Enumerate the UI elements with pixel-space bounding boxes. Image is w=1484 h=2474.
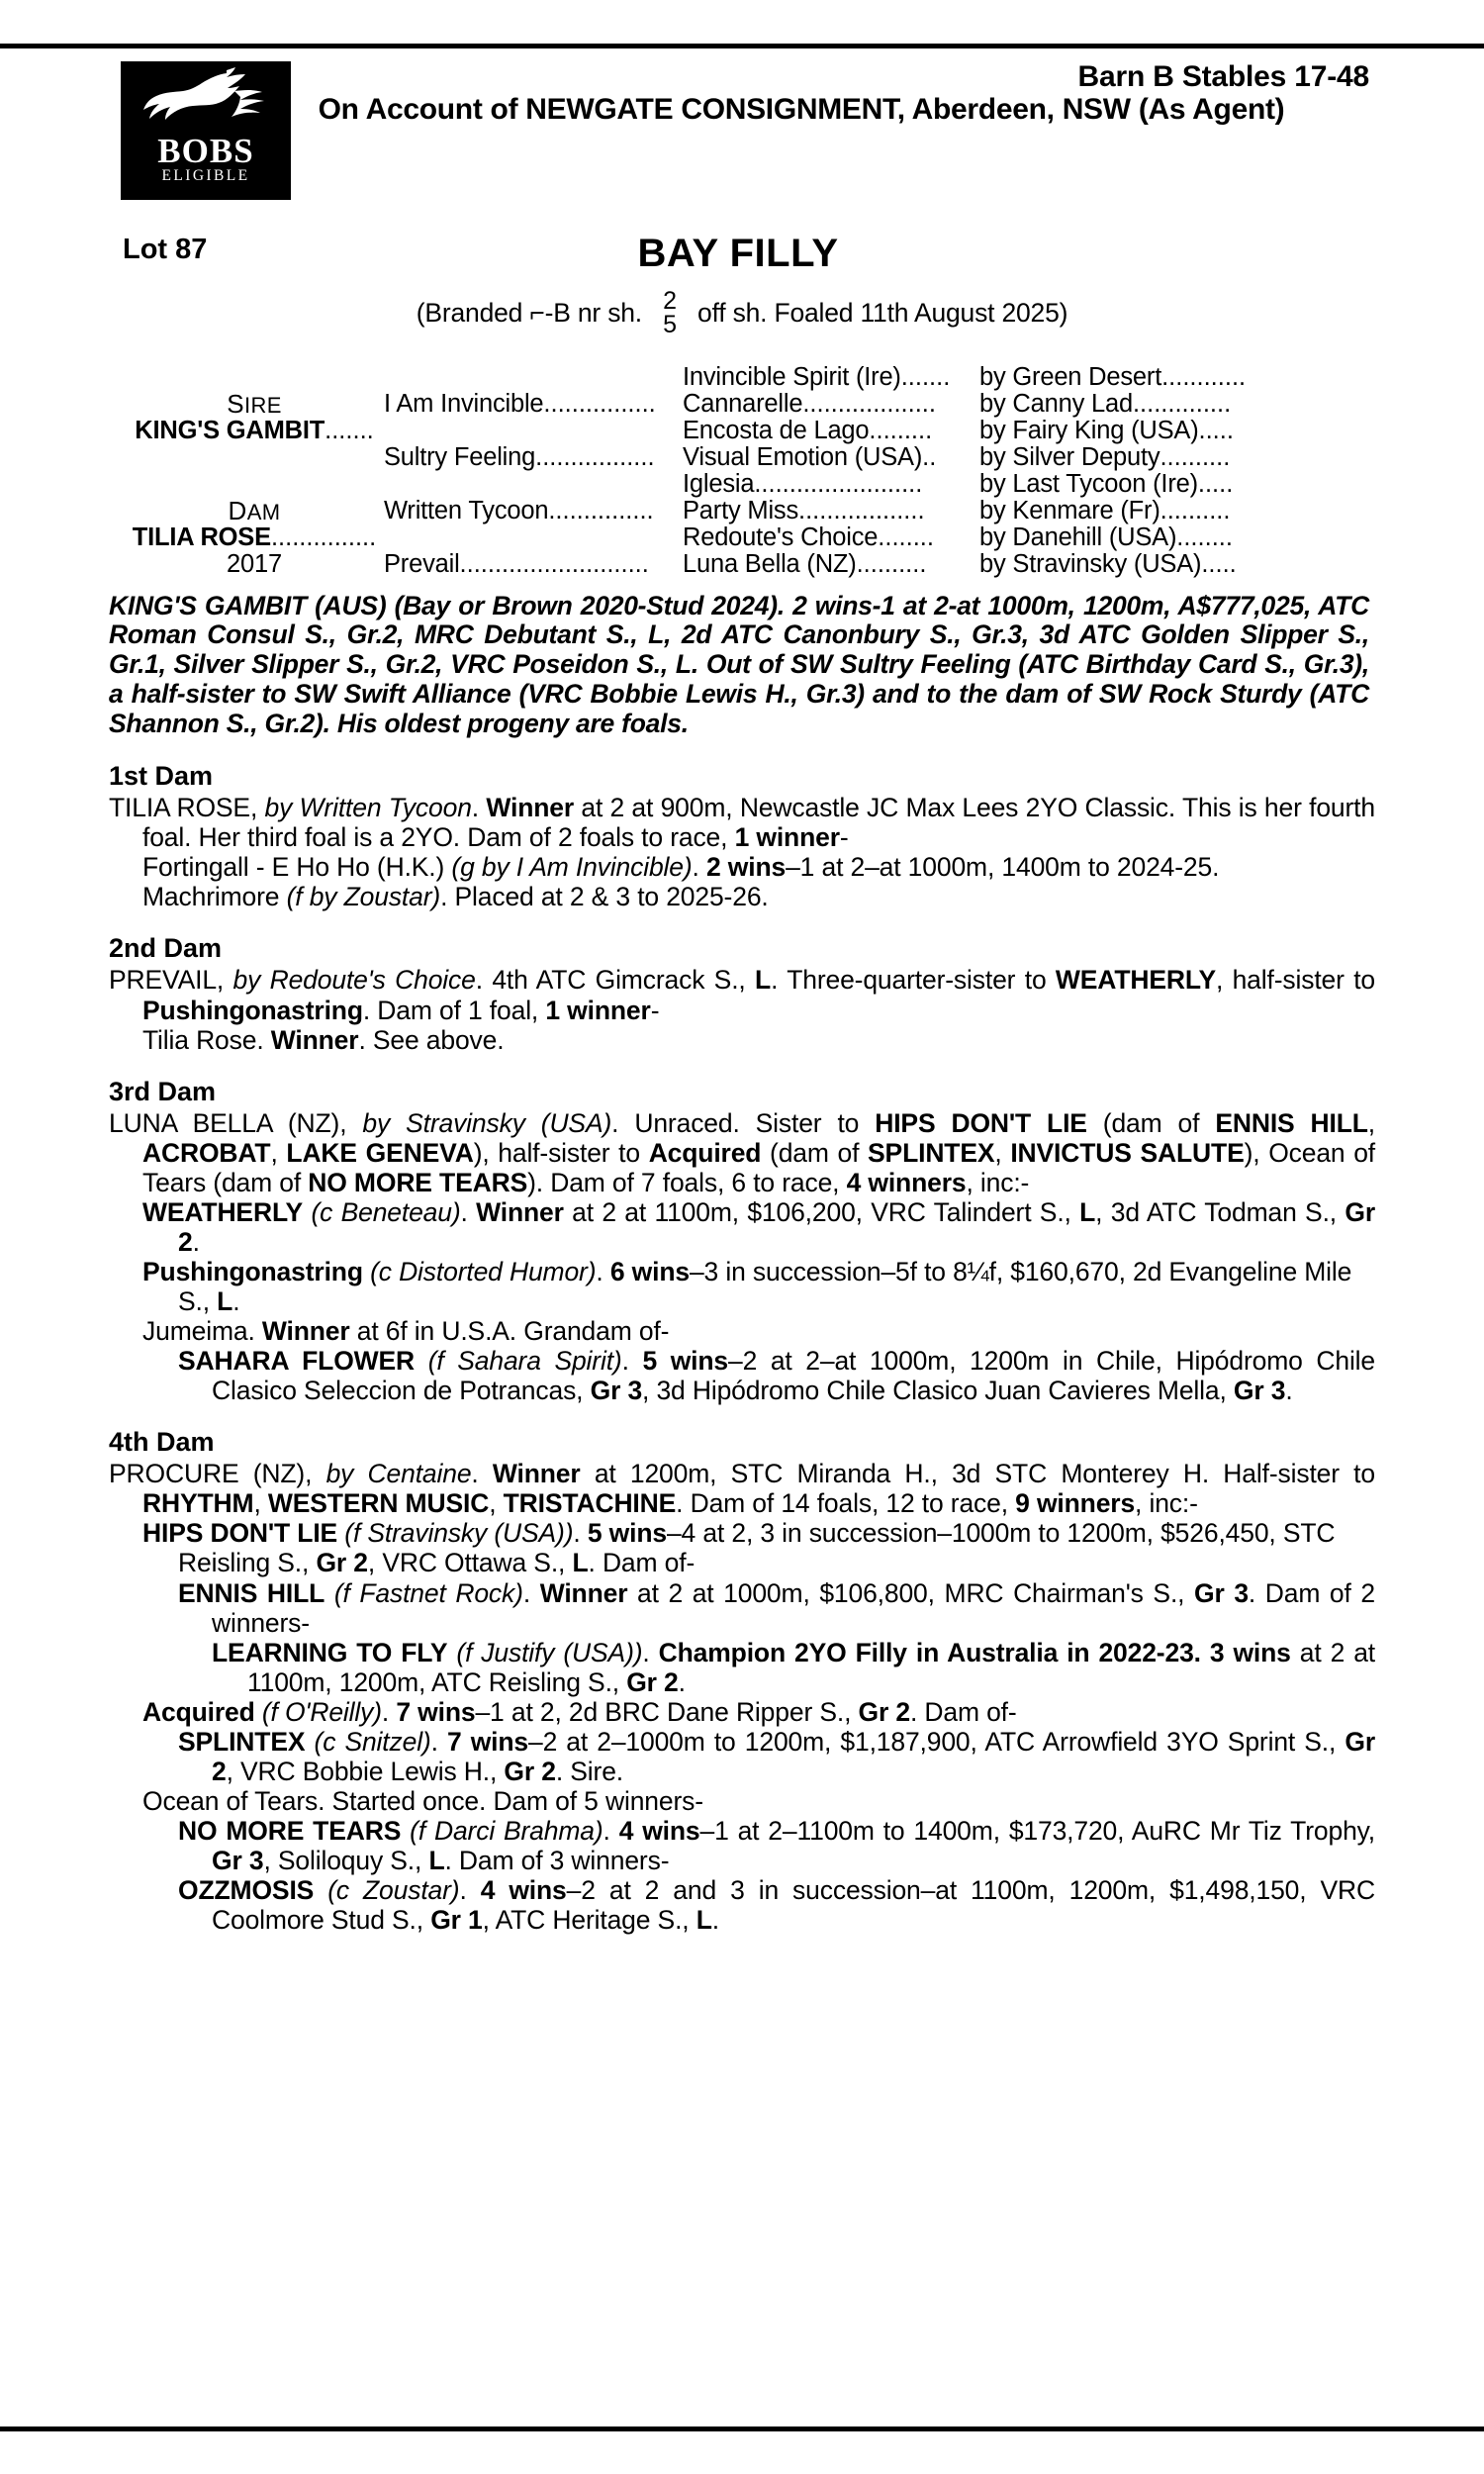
text-run: Jumeima. <box>142 1316 262 1347</box>
text-run: ), half-sister to <box>473 1137 649 1168</box>
text-run: , VRC Bobbie Lewis H., <box>226 1756 505 1786</box>
emphasis-bold: NO MORE TEARS <box>308 1167 528 1197</box>
emphasis-bold: L <box>1079 1196 1096 1227</box>
text-run: . Dam of 3 winners- <box>444 1846 670 1876</box>
pedigree-col-gen2 <box>384 364 671 578</box>
branding-fraction-numerator: 2 <box>663 287 677 315</box>
gen3-row <box>683 551 960 578</box>
gen3-dots: ........................ <box>754 470 923 498</box>
emphasis-bold: Pushingonastring <box>142 1256 363 1286</box>
text-run <box>363 1257 370 1286</box>
text-run: , VRC Ottawa S., <box>367 1548 573 1578</box>
emphasis-bold: 4 wins <box>618 1816 700 1846</box>
text-run: , inc:- <box>966 1167 1030 1197</box>
gen3-name: Luna Bella (NZ) <box>683 550 857 578</box>
gen4-row <box>979 444 1405 471</box>
emphasis-bold: ENNIS HILL <box>178 1577 325 1608</box>
gen4-name: by Last Tycoon (Ire) <box>979 470 1198 498</box>
gen4-dots: ............ <box>1161 363 1247 391</box>
text-run: at 2 at 1100m, $106,200, VRC Talindert S., <box>563 1196 1080 1227</box>
text-run: . <box>573 1518 588 1549</box>
text-run: . Dam of- <box>909 1696 1017 1727</box>
branding-fraction <box>663 287 677 338</box>
text-run: , <box>994 1137 1011 1168</box>
emphasis-bold: 5 wins <box>587 1518 667 1549</box>
pedigree-entry <box>109 1197 1375 1257</box>
gen3-dots: .................. <box>798 497 925 524</box>
emphasis-bold: HIPS DON'T LIE <box>142 1518 338 1549</box>
pedigree-entry <box>109 1518 1375 1577</box>
text-run: Machrimore <box>142 882 287 912</box>
pedigree-entry <box>109 1316 1375 1346</box>
gen2-dots: ............... <box>548 497 654 524</box>
emphasis-italic: (f Fastnet Rock) <box>333 1577 523 1608</box>
emphasis-italic: (f Darci Brahma) <box>410 1816 603 1846</box>
emphasis-bold: Winner <box>492 1459 581 1489</box>
text-run: PREVAIL, <box>109 965 233 996</box>
text-run: , half-sister to <box>1216 965 1375 996</box>
gen3-row <box>683 524 960 551</box>
emphasis-bold: NO MORE TEARS <box>178 1816 402 1846</box>
bottom-rule <box>0 2426 1484 2431</box>
emphasis-bold: 1 winner <box>734 822 840 853</box>
emphasis-bold: L <box>755 965 772 996</box>
dam-label: DAM <box>228 497 281 524</box>
gen2-row <box>384 444 671 471</box>
gen2-name: I Am Invincible <box>384 390 544 418</box>
gen3-dots: ....... <box>900 363 951 391</box>
emphasis-italic: by Redoute's Choice <box>232 965 476 996</box>
emphasis-italic: by Centaine <box>325 1459 472 1489</box>
emphasis-bold: RHYTHM <box>142 1488 254 1519</box>
gen2-dots: ................ <box>543 390 656 418</box>
gen4-name: by Canny Lad <box>979 390 1133 418</box>
text-run: LUNA BELLA (NZ), <box>109 1107 363 1138</box>
text-run: ). Dam of 7 foals, 6 to race, <box>527 1167 847 1197</box>
gen3-name: Invincible Spirit (Ire) <box>683 363 901 391</box>
emphasis-bold: Acquired <box>142 1696 255 1727</box>
emphasis-bold: SPLINTEX <box>178 1726 306 1757</box>
gen3-dots: ................... <box>802 390 936 418</box>
gen2-dots: ................. <box>535 443 655 471</box>
emphasis-bold: L <box>217 1286 233 1316</box>
emphasis-bold: Winner <box>261 1316 350 1347</box>
gen4-row <box>979 471 1405 498</box>
emphasis-italic: (c Distorted Humor) <box>370 1256 597 1286</box>
pedigree-entry <box>109 1578 1375 1638</box>
emphasis-bold: Winner <box>486 793 575 823</box>
pedigree-entry <box>109 852 1375 882</box>
gen3-row <box>683 444 960 471</box>
text-run: , <box>270 1137 287 1168</box>
gen2-name: Written Tycoon <box>384 497 549 524</box>
text-run: , <box>1367 1107 1376 1138</box>
pedigree-entry <box>109 1108 1375 1197</box>
text-run: ), Ocean of Tears (dam of <box>142 1137 1376 1197</box>
pedigree-entry <box>109 882 1375 911</box>
branding-prefix: (Branded ⌐-B nr sh. <box>416 297 642 328</box>
gen4-dots: ..... <box>1201 550 1237 578</box>
gen3-name: Visual Emotion (USA) <box>683 443 923 471</box>
lot-number: Lot 87 <box>123 234 208 265</box>
emphasis-bold: WEATHERLY <box>142 1196 304 1227</box>
emphasis-bold: 4 winners <box>846 1167 967 1197</box>
text-run: . <box>678 1666 686 1697</box>
emphasis-bold: 1 winner <box>545 995 651 1025</box>
text-run: . <box>471 793 487 823</box>
text-run: –1 at 2–1100m to 1400m, $173,720, AuRC Mr Tiz Trophy, <box>699 1816 1376 1846</box>
text-run: . Dam of 14 foals, 12 to race, <box>676 1488 1016 1519</box>
emphasis-italic: (g by I Am Invincible) <box>451 852 693 883</box>
emphasis-bold: 6 wins <box>609 1256 690 1286</box>
gen4-name: by Stravinsky (USA) <box>979 550 1202 578</box>
dam-sections <box>109 761 1375 1935</box>
text-run: at 1200m, STC Miranda H., 3d STC Monterey H. Half-sister to <box>580 1459 1375 1489</box>
text-run: , ATC Heritage S., <box>482 1905 696 1936</box>
gen3-name: Iglesia <box>683 470 755 498</box>
bobs-logo-sub: ELIGIBLE <box>161 167 250 185</box>
text-run: –2 at 2 and 3 in succession–at 1100m, 1200m, $1,498,150, VRC Coolmore Stud S., <box>212 1875 1375 1936</box>
text-run: Fortingall - E Ho Ho (H.K.) <box>142 852 452 883</box>
pedigree-col-parents <box>131 364 378 578</box>
emphasis-bold: L <box>428 1846 445 1876</box>
dam-year: 2017 <box>227 550 282 578</box>
text-run: . <box>621 1346 643 1377</box>
pedigree-table <box>109 364 1375 584</box>
text-run: . 4th ATC Gimcrack S., <box>475 965 756 996</box>
gen2-row <box>384 391 671 418</box>
text-run: . <box>232 1286 240 1316</box>
branding-suffix: off sh. Foaled 11th August 2025) <box>697 297 1068 328</box>
emphasis-bold: Gr 2 <box>504 1756 556 1786</box>
text-run: . Sire. <box>555 1756 624 1786</box>
emphasis-bold: SPLINTEX <box>868 1137 995 1168</box>
text-run: . Dam of 2 winners- <box>212 1577 1375 1638</box>
gen4-dots: ..... <box>1197 470 1234 498</box>
gen4-name: by Fairy King (USA) <box>979 417 1199 444</box>
emphasis-italic: (f Justify (USA)) <box>456 1637 643 1667</box>
pedigree-entry <box>109 1816 1375 1875</box>
lot-title-row <box>109 234 1375 283</box>
sire-description-paragraph: KING'S GAMBIT (AUS) (Bay or Brown 2020-Stud 2024). 2 wins-1 at 2-at 1000m, 1200m, A$777,025, ATC Roman Consul S., Gr.2, MRC Debutant S., L, 2d ATC Canonbury S., Gr.3, 3d ATC Golden Slipper S., Gr.1, Silver Slipper S., Gr.2, VRC Poseidon S., L. Out of SW Sultry Feeling (ATC Birthday Card S., Gr.3), a half-sister to SW Swift Alliance (VRC Bobbie Lewis H., Gr.3) and to the dam of SW Rock Sturdy (ATC Shannon S., Gr.2). His oldest progeny are foals. <box>109 590 1369 739</box>
gen4-row <box>979 498 1405 524</box>
text-run: , 3d Hipódromo Chile Clasico Juan Cavieres Mella, <box>642 1376 1234 1406</box>
text-run: –4 at 2, 3 in succession–1000m to 1200m, $526,450, STC Reisling S., <box>178 1518 1336 1578</box>
emphasis-bold: OZZMOSIS <box>178 1875 315 1906</box>
sire-dots: ....... <box>325 417 374 444</box>
emphasis-italic: (c Zoustar) <box>327 1875 460 1906</box>
emphasis-bold: 9 winners <box>1015 1488 1136 1519</box>
gen4-row <box>979 391 1405 418</box>
text-run: . <box>459 1875 481 1906</box>
gen3-dots: .......... <box>856 550 927 578</box>
sire-name-row <box>131 418 378 444</box>
pedigree-col-gen4 <box>979 364 1405 578</box>
text-run: , inc:- <box>1135 1488 1198 1519</box>
gen3-row <box>683 364 960 391</box>
gen4-row <box>979 418 1405 444</box>
text-run: , <box>253 1488 268 1519</box>
emphasis-bold: TRISTACHINE <box>503 1488 677 1519</box>
gen4-dots: .......... <box>1159 497 1231 524</box>
gen2-dots: ........................... <box>459 550 649 578</box>
emphasis-bold: WEATHERLY <box>1055 965 1216 996</box>
emphasis-bold: WESTERN MUSIC <box>267 1488 490 1519</box>
bobs-eligible-logo <box>121 61 291 200</box>
text-run: . <box>522 1577 540 1608</box>
emphasis-bold: Acquired <box>648 1137 762 1168</box>
emphasis-bold: L <box>696 1905 712 1936</box>
pedigree-entry <box>109 965 1375 1024</box>
text-run: , 3d ATC Todman S., <box>1095 1196 1345 1227</box>
emphasis-bold: Winner <box>270 1024 359 1055</box>
pedigree-entry <box>109 793 1375 852</box>
emphasis-italic: by Stravinsky (USA) <box>362 1107 612 1138</box>
text-run: . Unraced. Sister to <box>611 1107 876 1138</box>
emphasis-bold: LEARNING TO FLY <box>212 1637 448 1667</box>
gen3-dots: ........ <box>878 523 934 551</box>
text-run <box>314 1875 327 1905</box>
gen4-dots: ........ <box>1176 523 1233 551</box>
sire-label: SIRE <box>227 390 282 418</box>
gen3-row <box>683 498 960 524</box>
text-run <box>401 1816 410 1846</box>
animal-title: BAY FILLY <box>637 232 839 275</box>
gen2-row <box>384 551 671 578</box>
emphasis-bold: 7 wins <box>446 1726 528 1757</box>
emphasis-bold: 2 wins <box>705 852 787 883</box>
text-run: (dam of <box>1086 1107 1216 1138</box>
gen4-name: by Danehill (USA) <box>979 523 1177 551</box>
text-run: . <box>692 852 706 883</box>
text-run: - <box>839 822 849 853</box>
text-run: , Soliloquy S., <box>263 1846 429 1876</box>
gen3-name: Redoute's Choice <box>683 523 879 551</box>
gen3-row <box>683 471 960 498</box>
gen4-name: by Kenmare (Fr) <box>979 497 1160 524</box>
emphasis-bold: HIPS DON'T LIE <box>875 1107 1087 1138</box>
emphasis-italic: (f O'Reilly) <box>261 1696 382 1727</box>
emphasis-italic: (c Snitzel) <box>314 1726 431 1757</box>
text-run: –1 at 2–at 1000m, 1400m to 2024-25. <box>786 852 1220 883</box>
text-run: PROCURE (NZ), <box>109 1459 326 1489</box>
text-run: (dam of <box>761 1137 869 1168</box>
emphasis-bold: Gr 2 <box>626 1666 679 1697</box>
gen3-name: Cannarelle <box>683 390 803 418</box>
gen3-dots: ......... <box>869 417 933 444</box>
text-run: . <box>603 1816 619 1846</box>
text-run: . <box>1285 1376 1293 1406</box>
text-run: TILIA ROSE, <box>109 793 265 823</box>
emphasis-bold: 7 wins <box>396 1696 476 1727</box>
text-run: . Three-quarter-sister to <box>771 965 1056 996</box>
text-run: –2 at 2–1000m to 1200m, $1,187,900, ATC Arrowfield 3YO Sprint S., <box>528 1726 1345 1757</box>
gen2-name: Sultry Feeling <box>384 443 536 471</box>
text-run: at 6f in U.S.A. Grandam of- <box>349 1316 670 1347</box>
emphasis-bold: Champion 2YO Filly in Australia in 2022-23. 3 wins <box>658 1637 1291 1667</box>
gen4-name: by Silver Deputy <box>979 443 1160 471</box>
pedigree-entry <box>109 1459 1375 1518</box>
text-run: . <box>596 1256 610 1286</box>
text-run <box>255 1697 262 1727</box>
text-run: . Dam of- <box>588 1548 696 1578</box>
dam-heading: 3rd Dam <box>109 1076 217 1106</box>
text-run: . See above. <box>358 1024 505 1055</box>
emphasis-bold: Pushingonastring <box>142 995 363 1025</box>
text-run: . <box>192 1226 200 1257</box>
gen3-row <box>683 391 960 418</box>
emphasis-italic: (f by Zoustar) <box>286 882 441 912</box>
text-run: at 2 at 1000m, $106,800, MRC Chairman's S., <box>627 1577 1195 1608</box>
pedigree-entry <box>109 1875 1375 1935</box>
text-run: –1 at 2, 2d BRC Dane Ripper S., <box>475 1696 859 1727</box>
emphasis-bold: Gr 3 <box>1233 1376 1286 1406</box>
text-run <box>415 1346 428 1376</box>
text-run: . <box>430 1726 447 1757</box>
branding-line <box>109 287 1375 338</box>
emphasis-bold: Gr 3 <box>590 1376 643 1406</box>
emphasis-bold: Gr 2 <box>212 1726 1375 1786</box>
gen3-row <box>683 418 960 444</box>
text-run: - <box>650 995 660 1025</box>
pedigree-entry <box>109 1786 1375 1816</box>
emphasis-bold: Winner <box>539 1577 628 1608</box>
emphasis-italic: (f Sahara Spirit) <box>427 1346 622 1377</box>
emphasis-bold: Gr 2 <box>858 1696 910 1727</box>
emphasis-bold: ENNIS HILL <box>1215 1107 1368 1138</box>
emphasis-bold: 5 wins <box>642 1346 729 1377</box>
emphasis-bold: INVICTUS SALUTE <box>1010 1137 1245 1168</box>
gen4-dots: .......... <box>1159 443 1231 471</box>
emphasis-italic: by Written Tycoon <box>264 793 472 823</box>
emphasis-bold: Gr 1 <box>430 1905 483 1936</box>
emphasis-bold: 4 wins <box>480 1875 567 1906</box>
pedigree-entry <box>109 1025 1375 1055</box>
pedigree-entry <box>109 1638 1375 1697</box>
emphasis-bold: Gr 2 <box>316 1548 368 1578</box>
gen4-name: by Green Desert <box>979 363 1162 391</box>
text-run: –3 in succession–5f to 8¼f, $160,670, 2d Evangeline Mile S., <box>178 1256 1352 1316</box>
text-run <box>325 1578 334 1608</box>
emphasis-bold: SAHARA FLOWER <box>178 1346 416 1377</box>
text-run: . Placed at 2 & 3 to 2025-26. <box>440 882 769 912</box>
consignment-label: On Account of NEWGATE CONSIGNMENT, Aberdeen, NSW (As Agent) <box>318 93 1285 127</box>
barn-stables-label: Barn B Stables 17-48 <box>1077 60 1369 93</box>
gen4-dots: .............. <box>1132 390 1232 418</box>
pedigree-entry <box>109 1257 1375 1316</box>
emphasis-bold: Gr 2 <box>178 1196 1375 1257</box>
text-run: at 2 at 1100m, 1200m, ATC Reisling S., <box>247 1637 1375 1697</box>
page-header <box>109 0 1375 220</box>
text-run: . <box>642 1637 659 1667</box>
emphasis-italic: (c Beneteau) <box>311 1196 461 1227</box>
emphasis-bold: LAKE GENEVA <box>286 1137 474 1168</box>
text-run: Ocean of Tears. Started once. Dam of 5 winners- <box>142 1785 703 1816</box>
horse-head-icon <box>132 67 280 137</box>
text-run: . <box>381 1696 397 1727</box>
gen4-row <box>979 364 1405 391</box>
gen4-row <box>979 524 1405 551</box>
branding-fraction-denominator: 5 <box>663 310 677 338</box>
emphasis-italic: (f Stravinsky (USA)) <box>344 1518 574 1549</box>
text-run: . Dam of 1 foal, <box>362 995 546 1025</box>
pedigree-entry <box>109 1697 1375 1727</box>
emphasis-bold: Gr 3 <box>1194 1577 1249 1608</box>
text-run: Tilia Rose. <box>142 1024 271 1055</box>
gen4-row <box>979 551 1405 578</box>
text-run: . <box>711 1905 719 1936</box>
gen2-name: Prevail <box>384 550 460 578</box>
emphasis-bold: ACROBAT <box>142 1137 271 1168</box>
text-run: –2 at 2–at 1000m, 1200m in Chile, Hipódromo Chile Clasico Seleccion de Potrancas, <box>212 1346 1376 1406</box>
sire-name: KING'S GAMBIT <box>135 417 325 444</box>
emphasis-bold: Gr 3 <box>212 1846 264 1876</box>
text-run: at 2 at 900m, Newcastle JC Max Lees 2YO Classic. This is her fourth foal. Her third foal is a 2YO. Dam of 2 foals to race, <box>142 793 1375 853</box>
emphasis-bold: Winner <box>476 1196 564 1227</box>
gen2-row <box>384 498 671 524</box>
gen4-dots: ..... <box>1198 417 1234 444</box>
pedigree-col-gen3 <box>683 364 960 578</box>
bobs-logo-word: BOBS <box>157 132 254 170</box>
emphasis-bold: L <box>572 1548 589 1578</box>
dam-heading: 2nd Dam <box>109 933 223 964</box>
gen3-name: Encosta de Lago <box>683 417 870 444</box>
pedigree-entry <box>109 1727 1375 1786</box>
dam-dots: ............... <box>270 523 377 551</box>
text-run: . <box>460 1196 477 1227</box>
gen3-name: Party Miss <box>683 497 799 524</box>
dam-heading: 1st Dam <box>109 761 214 792</box>
pedigree-entry <box>109 1346 1375 1405</box>
text-run: , <box>489 1488 504 1519</box>
dam-name-row <box>131 524 378 551</box>
text-run <box>305 1727 314 1757</box>
text-run: . <box>471 1459 493 1489</box>
dam-heading: 4th Dam <box>109 1427 215 1458</box>
gen3-dots: .. <box>922 443 937 471</box>
dam-name: TILIA ROSE <box>132 523 271 551</box>
